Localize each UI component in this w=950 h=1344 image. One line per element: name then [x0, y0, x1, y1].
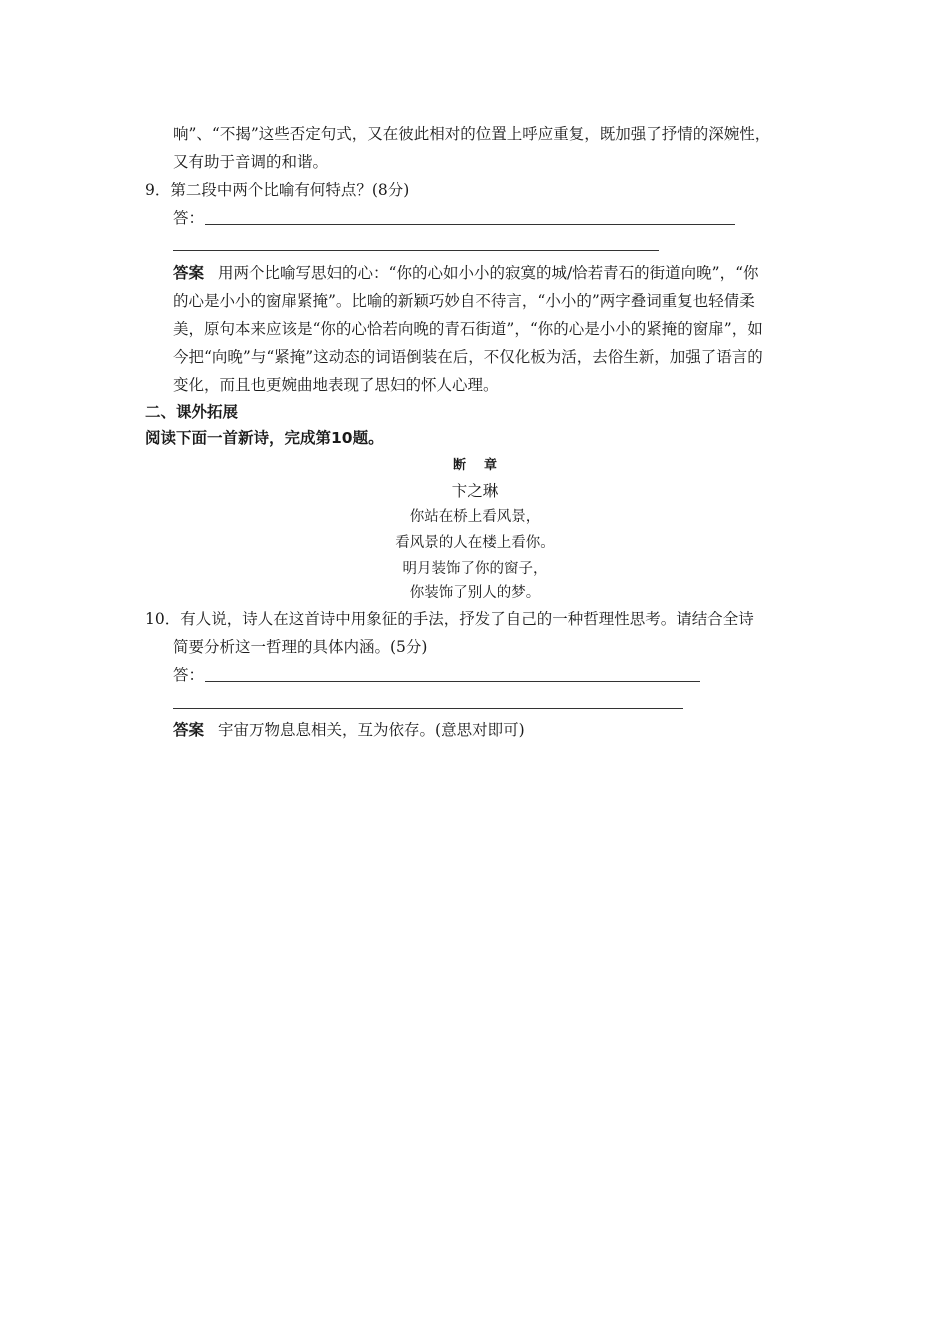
question-9 [145, 180, 409, 200]
answer-line: 美，原句本来应该是“你的心恰若向晚的青石街道”，“你的心是小小的紧掩的窗扉”，如 [173, 320, 763, 338]
answer-line: 变化，而且也更婉曲地表现了思妇的怀人心理。 [173, 376, 499, 394]
poem-line: 明月装饰了你的窗子， [402, 561, 548, 577]
poem-line: 你装饰了别人的梦。 [409, 585, 541, 601]
answer-blank-line[interactable] [205, 224, 735, 225]
answer-line: 答案 宇宙万物息息相关，互为依存。(意思对即可) [173, 721, 525, 739]
answer-line: 今把“向晚”与“紧掩”这动态的词语倒装在后，不仅化板为活，去俗生新，加强了语言的 [173, 348, 763, 366]
poem-title: 断章 [452, 458, 515, 473]
question-text: 第二段中两个比喻有何特点？(8分) [170, 181, 410, 199]
poem-line: 你站在桥上看风景， [409, 509, 541, 525]
answer-line: 答案 用两个比喻写思妇的心：“你的心如小小的寂寞的城/恰若青石的街道向晚”，“你 [173, 264, 759, 282]
question-10 [145, 609, 754, 629]
answer-label: 答案 [173, 721, 205, 739]
question-text: 有人说，诗人在这首诗中用象征的手法，抒发了自己的一种哲理性思考。请结合全诗 [180, 610, 754, 628]
poem-line: 看风景的人在楼上看你。 [395, 535, 555, 551]
answer-blank-line[interactable] [205, 681, 700, 682]
section-instruction: 阅读下面一首新诗，完成第10题。 [145, 429, 384, 447]
answer-line: 的心是小小的窗扉紧掩”。比喻的新颖巧妙自不待言，“小小的”两字叠词重复也轻倩柔 [173, 292, 755, 310]
question-number: 10． [145, 610, 181, 628]
answer-prefix: 答： [173, 666, 205, 684]
question-text-line-2: 简要分析这一哲理的具体内涵。(5分) [173, 638, 428, 656]
answer-label: 答案 [173, 264, 205, 282]
answer-blank-line[interactable] [173, 250, 659, 251]
poem-author: 卞之琳 [451, 482, 499, 500]
answer-blank-line[interactable] [173, 708, 683, 709]
question-number: 9． [145, 181, 171, 199]
section-title: 二、课外拓展 [145, 403, 239, 421]
prev-answer-line-2: 又有助于音调的和谐。 [173, 153, 329, 171]
prev-answer-line-1: 响”、“不揭”这些否定句式，又在彼此相对的位置上呼应重复，既加强了抒情的深婉性， [173, 125, 771, 143]
answer-prefix: 答： [173, 209, 205, 227]
